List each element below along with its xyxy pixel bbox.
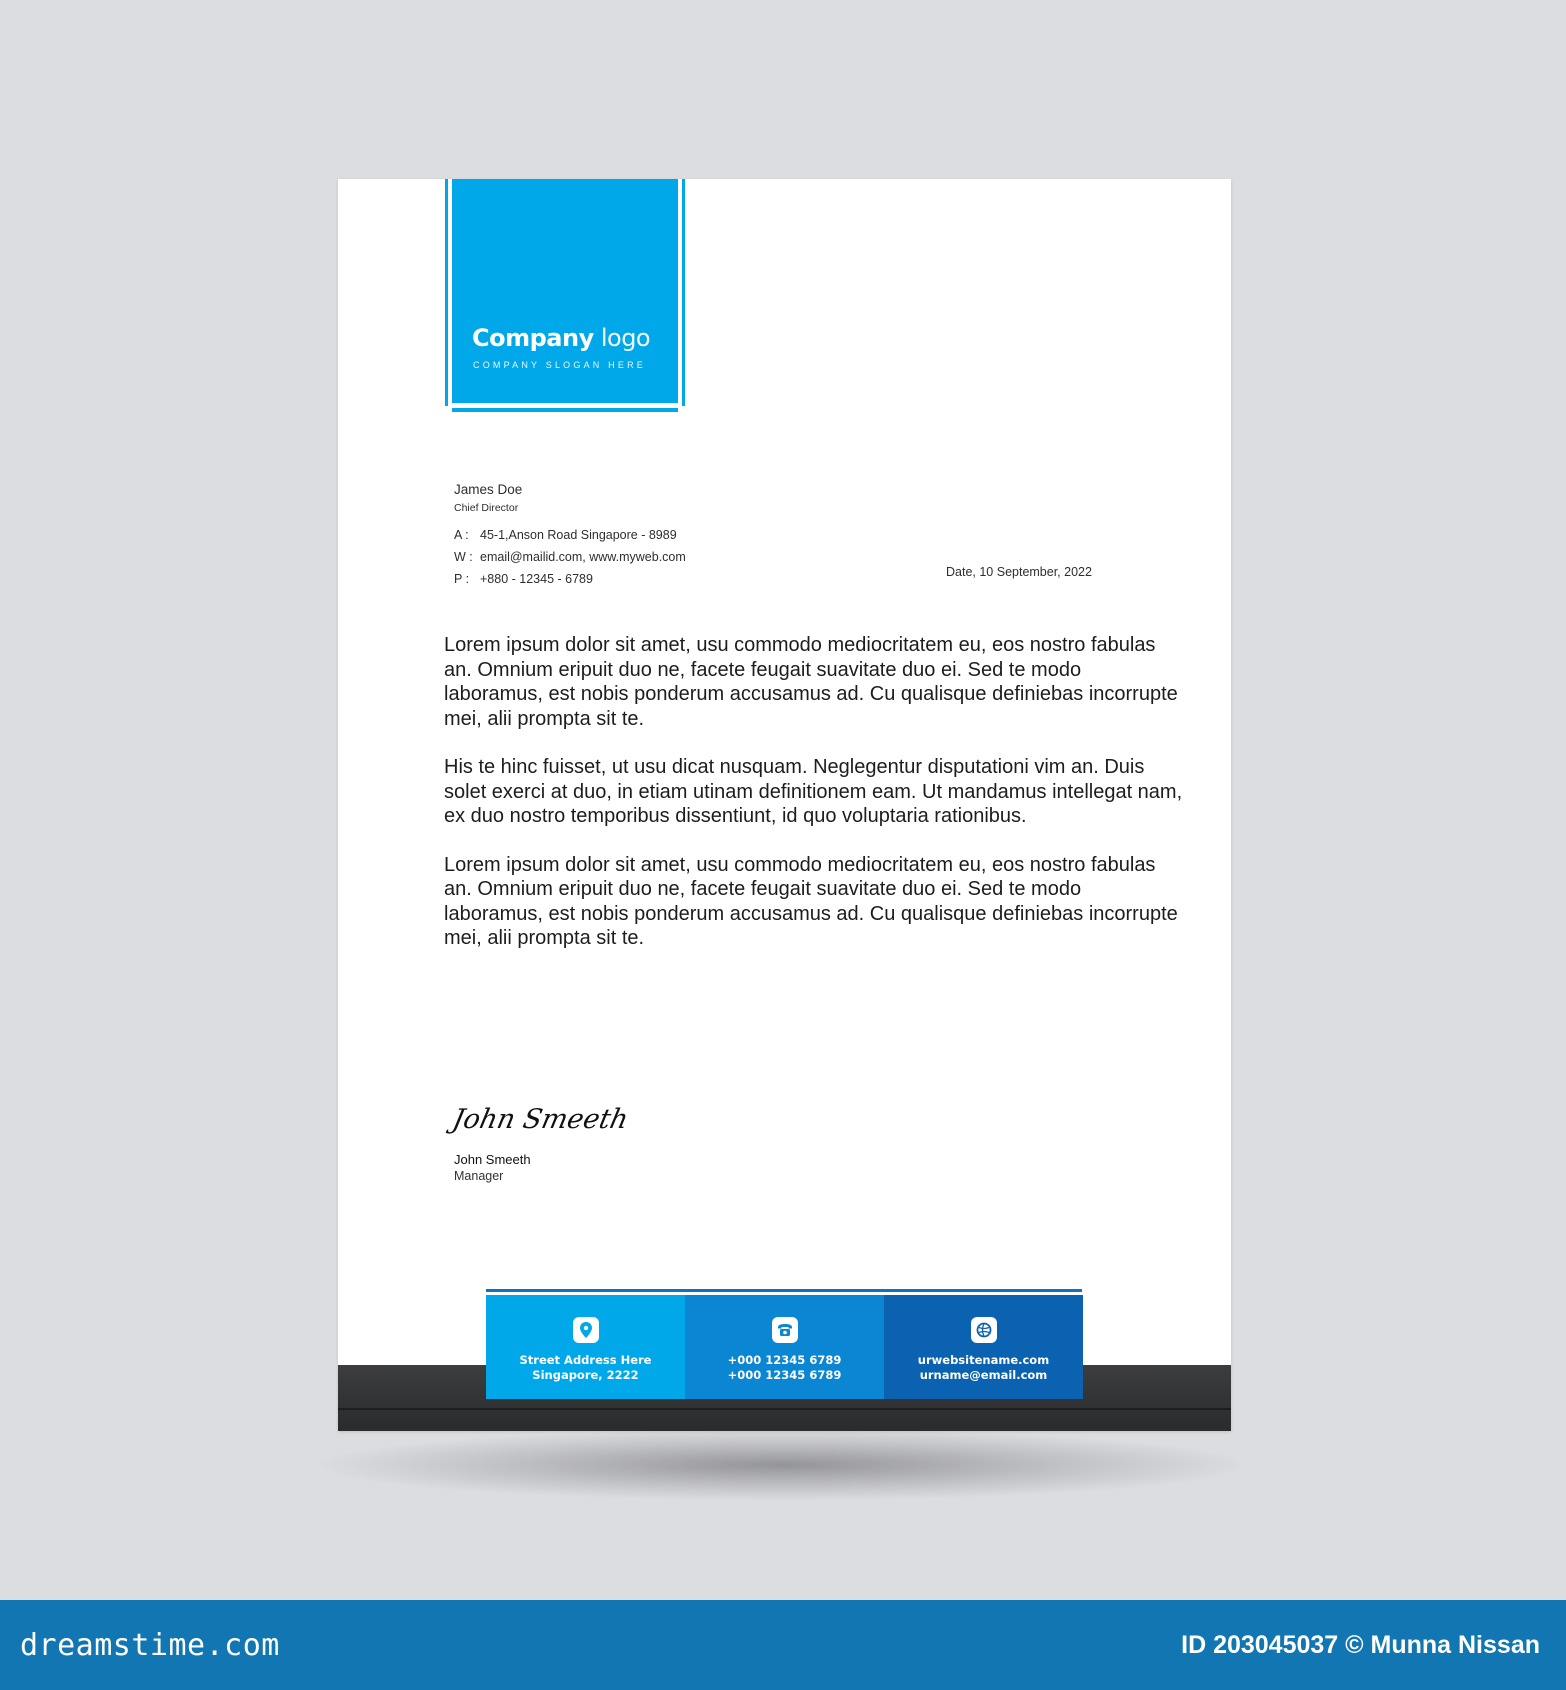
logo-slogan: COMPANY SLOGAN HERE (473, 360, 646, 370)
banner-site-name: dreamstime.com (20, 1627, 280, 1663)
footer-card-address (486, 1295, 685, 1399)
letter-body (444, 633, 1184, 975)
handwritten-signature: John Smeeth (449, 1104, 632, 1135)
sheet-shadow (322, 1430, 1242, 1500)
contact-value: +880 - 12345 - 6789 (480, 572, 593, 586)
footer-phone-line2: +000 12345 6789 (727, 1368, 842, 1382)
contact-phone (454, 568, 686, 590)
company-logo (452, 179, 678, 403)
body-paragraph: Lorem ipsum dolor sit amet, usu commodo mediocritatem eu, eos nostro fabulas an. Omnium eripuit duo ne, facete feugait suavitate duo ei. Sed te modo laboramus, est nobis ponderum accusamus ad. Cu qualisque definiebas incorrupte mei, alii prompta sit te. (444, 853, 1178, 949)
phone-icon (772, 1317, 798, 1343)
sender-block (454, 482, 686, 590)
sender-name: James Doe (454, 482, 523, 497)
logo-frame-bottom (452, 408, 678, 412)
contact-web (454, 546, 686, 568)
logo-wordmark (472, 324, 650, 352)
footer-card-phone (685, 1295, 884, 1399)
dreamstime-logo (20, 1628, 280, 1663)
image-credit: ID 203045037 © Munna Nissan (1181, 1630, 1540, 1659)
signer-name: John Smeeth (454, 1152, 531, 1167)
letter-date: Date, 10 September, 2022 (946, 565, 1092, 579)
body-paragraph: Lorem ipsum dolor sit amet, usu commodo mediocritatem eu, eos nostro fabulas an. Omnium eripuit duo ne, facete feugait suavitate duo ei. Sed te modo laboramus, est nobis ponderum accusamus ad. Cu qualisque definiebas incorrupte mei, alii prompta sit te. (444, 634, 1178, 730)
contact-key: A : (454, 528, 469, 542)
letterhead-sheet (338, 179, 1231, 1431)
logo-name-light: logo (593, 324, 651, 352)
contact-key: W : (454, 550, 473, 564)
sender-title: Chief Director (454, 502, 519, 514)
stock-banner (0, 1600, 1566, 1690)
logo-frame-left (445, 179, 448, 406)
footer-phone-line1: +000 12345 6789 (727, 1353, 842, 1367)
footer-web-line2: urname@email.com (919, 1368, 1048, 1382)
footer-web-line1: urwebsitename.com (917, 1353, 1050, 1367)
globe-icon (971, 1317, 997, 1343)
footer-contact-cards (486, 1295, 1083, 1399)
location-pin-icon (573, 1317, 599, 1343)
logo-name-bold: Company (472, 324, 594, 352)
contact-address (454, 524, 686, 546)
footer-address-line1: Street Address Here (519, 1353, 652, 1367)
contact-value: email@mailid.com, www.myweb.com (480, 550, 686, 564)
contact-key: P : (454, 572, 470, 586)
footer-address-line2: Singapore, 2222 (532, 1368, 639, 1382)
footer-accent-line (486, 1289, 1082, 1292)
footer-dark-line (338, 1408, 1231, 1410)
signer-role: Manager (454, 1169, 504, 1183)
footer-card-web (884, 1295, 1083, 1399)
logo-frame-right (682, 179, 685, 406)
contact-value: 45-1,Anson Road Singapore - 8989 (480, 528, 677, 542)
body-paragraph: His te hinc fuisset, ut usu dicat nusquam. Neglegentur disputationi vim an. Duis solet exerci at duo, in etiam utinam definitionem eam. Ut mandamus intellegat nam, ex duo nostro temporibus dissentiunt, id quo voluptaria rationibus. (444, 756, 1183, 827)
